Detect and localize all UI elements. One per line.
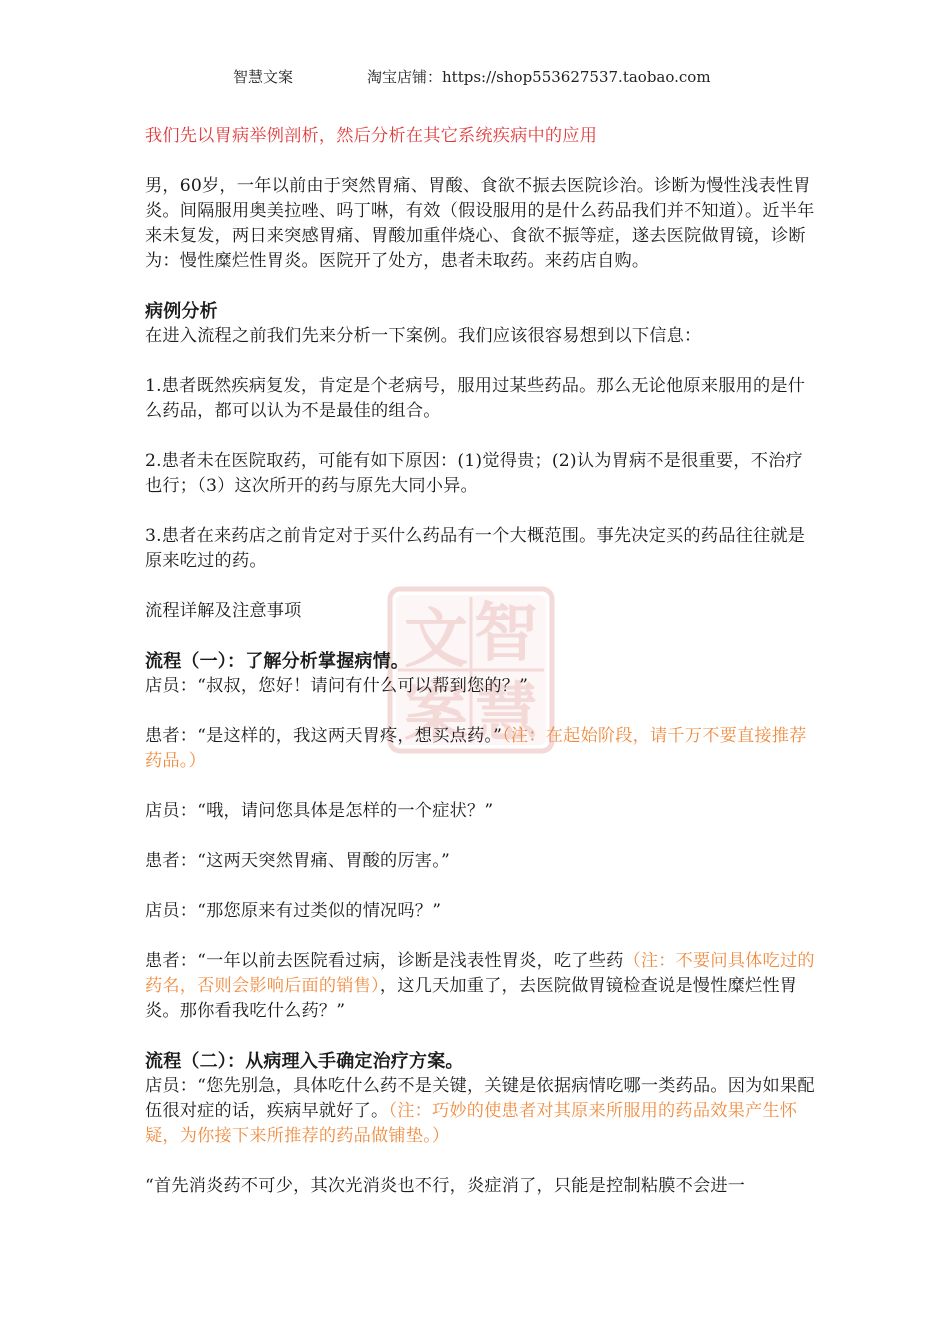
brand-name: 智慧文案 [233,68,294,86]
dialogue-text: 患者：“是这样的，我这两天胃疼，想买点药。” [145,726,503,746]
page-header [0,66,950,92]
analysis-title: 病例分析 [145,301,218,322]
intro-heading: 我们先以胃病举例剖析，然后分析在其它系统疾病中的应用 [145,126,598,146]
analysis-lead: 在进入流程之前我们先来分析一下案例。我们应该很容易想到以下信息： [145,326,702,346]
document-body [145,124,820,1199]
dialogue-text: 店员：“您先别急，具体吃什么药不是关键，关键是依据病情吃哪一类药品。因为如果配伍很对症的话，疾病早就好了。 [145,1076,815,1121]
dialogue-line [145,1074,820,1149]
dialogue-line: 店员：“那您原来有过类似的情况吗？” [145,901,442,921]
analysis-point-1: 1.患者既然疾病复发，肯定是个老病号，服用过某些药品。那么无论他原来服用的是什么药品，都可以认为不是最佳的组合。 [145,376,806,421]
svg-text:智: 智 [474,597,538,671]
dialogue-line: 店员：“叔叔，您好！请问有什么可以帮到您的？” [145,676,529,696]
dialogue-text: ，这几天加重了，去医院做胃镜检查说是慢性糜烂性胃炎。那你看我吃什么药？” [145,976,798,1021]
dialogue-line: “首先消炎药不可少，其次光消炎也不行，炎症消了，只能是控制粘膜不会进一 [145,1176,746,1196]
dialogue-line [145,949,820,1024]
analysis-point-3: 3.患者在来药店之前肯定对于买什么药品有一个大概范围。事先决定买的药品往往就是原来吃过的药。 [145,526,806,571]
dialogue-note: （注：不要问具体吃过的药名，否则会影响后面的销售） [145,951,815,996]
dialogue-note: （注：在起始阶段，请千万不要直接推荐药品。） [145,726,807,771]
svg-text:文: 文 [404,603,468,677]
dialogue-line [145,724,820,774]
shop-link[interactable]: 淘宝店铺：https://shop553627537.taobao.com [367,68,711,86]
dialogue-text: 患者：“一年以前去医院看过病，诊断是浅表性胃炎，吃了些药 [145,951,624,971]
dialogue-line: 店员：“哦，请问您具体是怎样的一个症状？” [145,801,494,821]
svg-text:慧: 慧 [474,677,538,751]
process-heading: 流程详解及注意事项 [145,601,302,621]
svg-text:案: 案 [404,677,468,751]
dialogue-line: 患者：“这两天突然胃痛、胃酸的厉害。” [145,851,450,871]
step1-title: 流程（一）：了解分析掌握病情。 [145,651,409,672]
dialogue-note: （注：巧妙的使患者对其原来所服用的药品效果产生怀疑，为你接下来所推荐的药品做铺垫。） [145,1101,798,1146]
case-description: 男，60岁，一年以前由于突然胃痛、胃酸、食欲不振去医院诊治。诊断为慢性浅表性胃炎。间隔服用奥美拉唑、吗丁啉，有效（假设服用的是什么药品我们并不知道）。近半年来未复发，两日来突感胃痛、胃酸加重伴烧心、食欲不振等症，遂去医院做胃镜，诊断为：慢性糜烂性胃炎。医院开了处方，患者未取药。来药店自购。 [145,176,815,271]
analysis-point-2: 2.患者未在医院取药，可能有如下原因：(1)觉得贵；(2)认为胃病不是很重要，不治疗也行；（3）这次所开的药与原先大同小异。 [145,451,803,496]
step2-title: 流程（二）：从病理入手确定治疗方案。 [145,1051,464,1072]
